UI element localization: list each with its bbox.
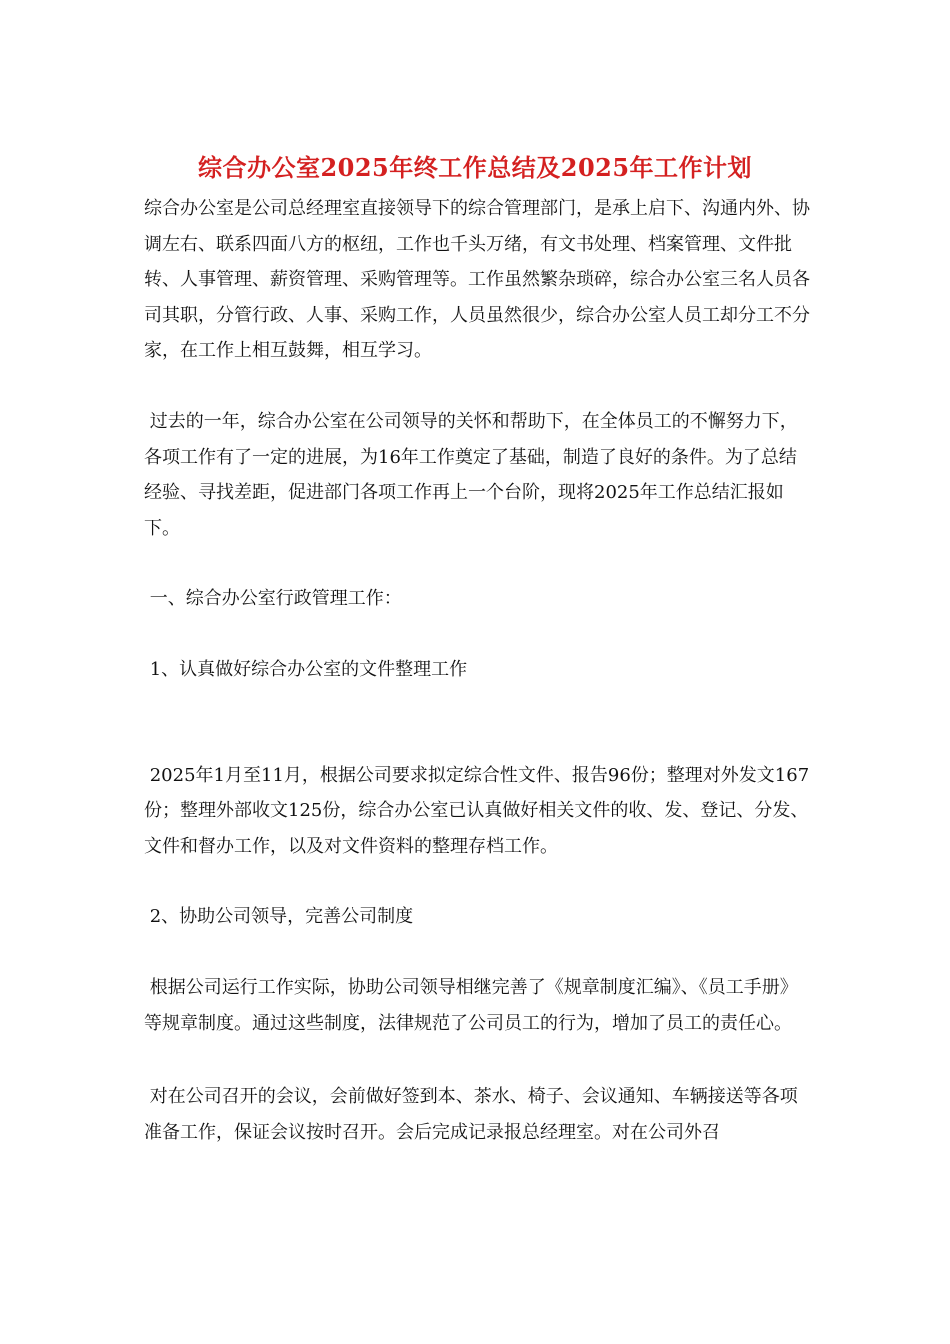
- paragraph-documents: 2025年1月至11月，根据公司要求拟定综合性文件、报告96份；整理对外发文167份；整理外部收文125份，综合办公室已认真做好相关文件的收、发、登记、分发、文件和督办工作，以及对文件资料的整理存档工作。: [144, 764, 810, 857]
- subsection-heading-1: 1、认真做好综合办公室的文件整理工作: [144, 658, 468, 680]
- paragraph-spacer: [144, 935, 812, 970]
- section-heading-admin: 一、综合办公室行政管理工作：: [144, 588, 402, 610]
- paragraph-spacer: [144, 1041, 812, 1079]
- paragraph-spacer: [144, 369, 812, 404]
- paragraph-intro: 综合办公室是公司总经理室直接领导下的综合管理部门，是承上启下、沟通内外、协调左右、联系四面八方的枢纽，工作也千头万绪，有文书处理、档案管理、文件批转、人事管理、薪资管理、采购管理等。工作虽然繁杂琐碎，综合办公室三名人员各司其职，分管行政、人事、采购工作，人员虽然很少，综合办公室人员工却分工不分家，在工作上相互鼓舞，相互学习。: [144, 198, 810, 362]
- paragraph-spacer: [144, 546, 812, 581]
- paragraph-regulations: 根据公司运行工作实际，协助公司领导相继完善了《规章制度汇编》、《员工手册》等规章制度。通过这些制度，法律规范了公司员工的行为，增加了员工的责任心。: [144, 976, 798, 1034]
- paragraph-spacer: [144, 864, 812, 899]
- paragraph-spacer: [144, 688, 812, 758]
- paragraph-review: 过去的一年，综合办公室在公司领导的关怀和帮助下，在全体员工的不懈努力下，各项工作有了一定的进展，为16年工作奠定了基础，制造了良好的条件。为了总结经验、寻找差距，促进部门各项工作再上一个台阶，现将2025年工作总结汇报如下。: [144, 410, 798, 539]
- paragraph-meetings: 对在公司召开的会议，会前做好签到本、茶水、椅子、会议通知、车辆接送等各项准备工作，保证会议按时召开。会后完成记录报总经理室。对在公司外召: [144, 1086, 798, 1143]
- subsection-heading-2: 2、协助公司领导，完善公司制度: [144, 906, 414, 928]
- paragraph-spacer: [144, 617, 812, 652]
- document-title: 综合办公室2025年终工作总结及2025年工作计划: [197, 153, 753, 182]
- document-body: [144, 191, 812, 1150]
